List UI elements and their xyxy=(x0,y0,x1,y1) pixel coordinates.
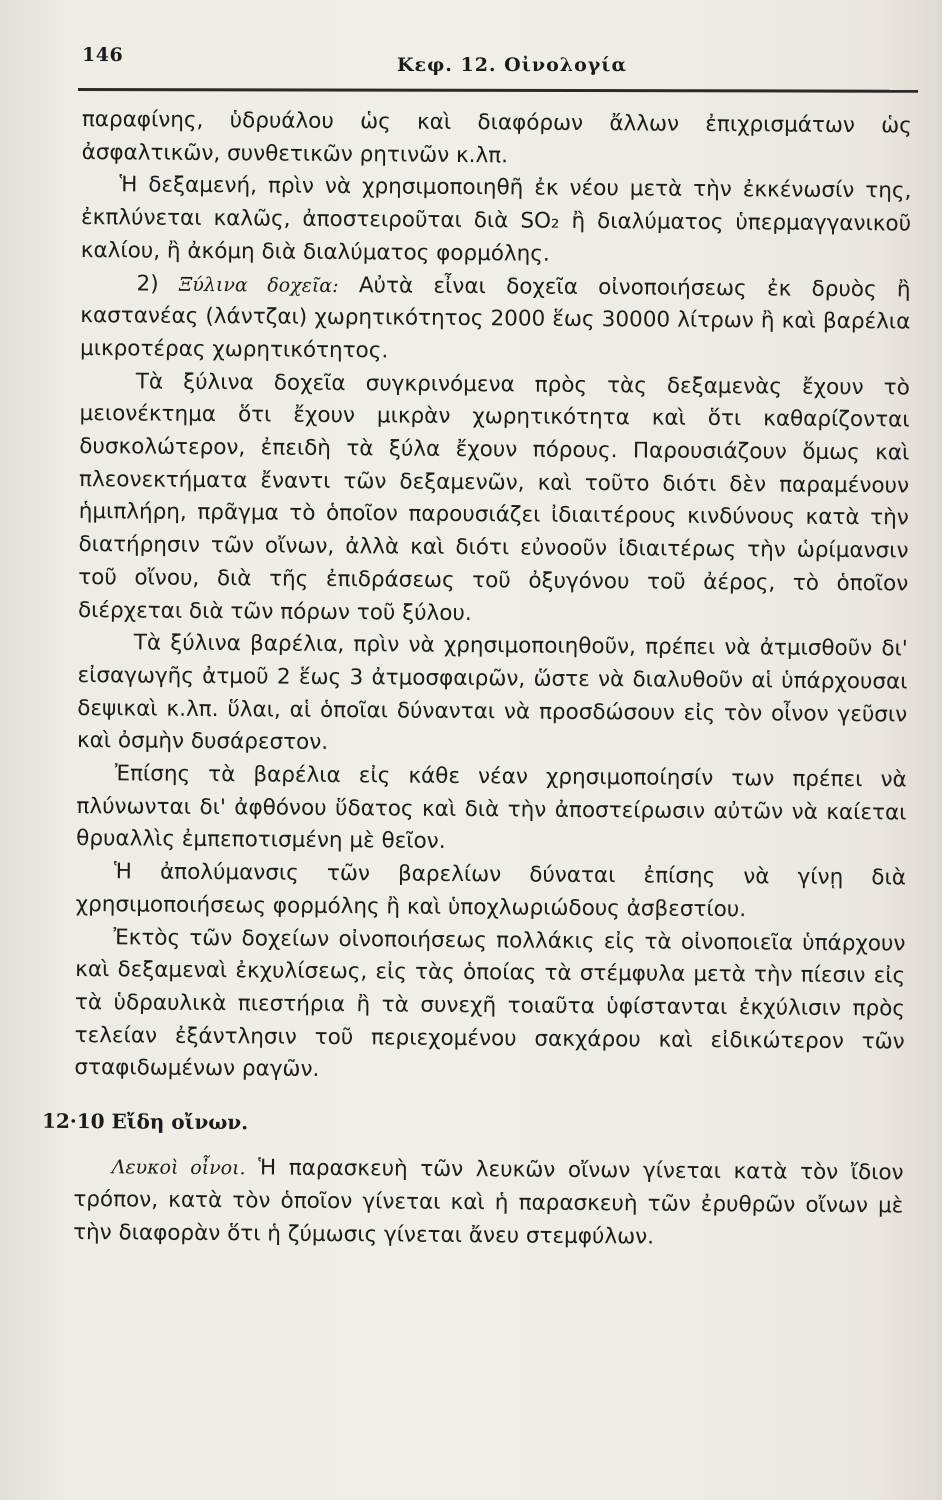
paragraph-white-wines xyxy=(73,1151,904,1256)
paragraph: Τὰ ξύλινα δοχεῖα συγκρινόμενα πρὸς τὰς δεξαμενὰς ἔχουν τὸ μειονέκτημα ὅτι ἔχουν μικρὰν χωρητικότητα καὶ ὅτι καθαρίζονται δυσκολώτερον, ἐπειδὴ τὰ ξύλα ἔχουν πόρους. Παρουσιάζουν ὅμως καὶ πλεονεκτήματα ἔναντι τῶν δεξαμενῶν, καὶ τοῦτο διότι δὲν παραμένουν ἡμιπλήρη, πρᾶγμα τὸ ὁποῖον παρουσιάζει ἰδιαιτέρους κινδύνους κατὰ τὴν διατήρησιν τῶν οἴνων, ἀλλὰ καὶ διότι εὐνοοῦν ἰδιαιτέρως τὴν ὡρίμανσιν τοῦ οἴνου, διὰ τῆς ἐπιδράσεως τοῦ ὀξυγόνου τοῦ ἀέρος, τὸ ὁποῖον διέρχεται διὰ τῶν πόρων τοῦ ξύλου. xyxy=(77,369,910,626)
running-head: Κεφ. 12. Οἰνολογία xyxy=(397,54,628,76)
section-title: 12·10 Εἴδη οἴνων. xyxy=(41,1108,249,1135)
item-number: 2) xyxy=(136,270,180,297)
page-number: 146 xyxy=(82,44,124,66)
paragraph: Ἐκτὸς τῶν δοχείων οἰνοποιήσεως πολλάκις εἰς τὰ οἰνοποιεῖα ὑπάρχουν καὶ δεξαμεναὶ ἐκχυλίσεως, εἰς τὰς ὁποίας τὰ στέμφυλα μετὰ τὴν πίεσιν εἰς τὰ ὑδραυλικὰ πιεστήρια ἢ τὰ συνεχῆ τοιαῦτα ὑφίστανται ἐκχύλισιν πρὸς τελείαν ἐξάντλησιν τοῦ περιεχομένου σακχάρου καὶ εἰδικώτερον τῶν σταφιδωμένων ραγῶν. xyxy=(74,924,906,1083)
paragraph: Τὰ ξύλινα βαρέλια, πρὶν νὰ χρησιμοποιηθοῦν, πρέπει νὰ ἀτμισθοῦν δι' εἰσαγωγῆς ἀτμοῦ 2 ἕως 3 ἀτμοσφαιρῶν, ὥστε νὰ διαλυθοῦν αἱ ὑπάρχουσαι δεψικαὶ κ.λπ. ὕλαι, αἱ ὁποῖαι δύνανται νὰ προσδώσουν εἰς τὸν οἶνον γεῦσιν καὶ ὀσμὴν δυσάρεστον. xyxy=(76,630,908,756)
paragraph: παραφίνης, ὑδρυάλου ὡς καὶ διαφόρων ἄλλων ἐπιχρισμάτων ὡς ἀσφαλτικῶν, συνθετικῶν ρητινῶν κ.λπ. xyxy=(81,106,912,169)
subsection-text: Ἡ παρασκευὴ τῶν λευκῶν οἴνων γίνεται κατὰ τὸν ἴδιον τρόπον, κατὰ τὸν ὁποῖον γίνεται καὶ ἡ παρασκευὴ τῶν ἐρυθρῶν οἴνων μὲ τὴν διαφορὰν ὅτι ἡ ζύμωσις γίνεται ἄνευ στεμφύλων. xyxy=(73,1155,904,1250)
body-text xyxy=(41,104,912,1256)
subsection-heading: Λευκοὶ οἶνοι. xyxy=(111,1156,246,1180)
item-text: Αὐτὰ εἶναι δοχεῖα οἰνοποιήσεως ἐκ δρυὸς ἢ καστανέας (λάντζαι) χωρητικότητος 2000 ἕως 30000 λίτρων ἢ καὶ βαρέλια μικροτέρας χωρητικότητος. xyxy=(79,272,911,364)
paragraph: Ἡ δεξαμενή, πρὶν νὰ χρησιμοποιηθῆ ἐκ νέου μετὰ τὴν ἐκκένωσίν της, ἐκπλύνεται καλῶς, ἀποστειροῦται διὰ SO₂ ἢ διαλύματος ὑπερμαγγανικοῦ καλίου, ἢ ἀκόμη διὰ διαλύματος φορμόλης. xyxy=(80,172,912,267)
paragraph: Ἡ ἀπολύμανσις τῶν βαρελίων δύναται ἐπίσης νὰ γίνῃ διὰ χρησιμοποιήσεως φορμόλης ἢ καὶ ὑποχλωριώδους ἀσβεστίου. xyxy=(75,859,907,923)
page-header xyxy=(82,38,914,90)
item-heading: Ξύλινα δοχεῖα: xyxy=(178,273,339,297)
paragraph-wooden-vessels xyxy=(80,268,911,373)
paragraph: Ἐπίσης τὰ βαρέλια εἰς κάθε νέαν χρησιμοποίησίν των πρέπει νὰ πλύνωνται δι' ἀφθόνου ὕδατος καὶ διὰ τὴν ἀποστείρωσιν αὐτῶν νὰ καίεται θρυαλλὶς ἐμπεποτισμένη μὲ θεῖον. xyxy=(76,761,907,855)
header-rule xyxy=(78,88,918,93)
